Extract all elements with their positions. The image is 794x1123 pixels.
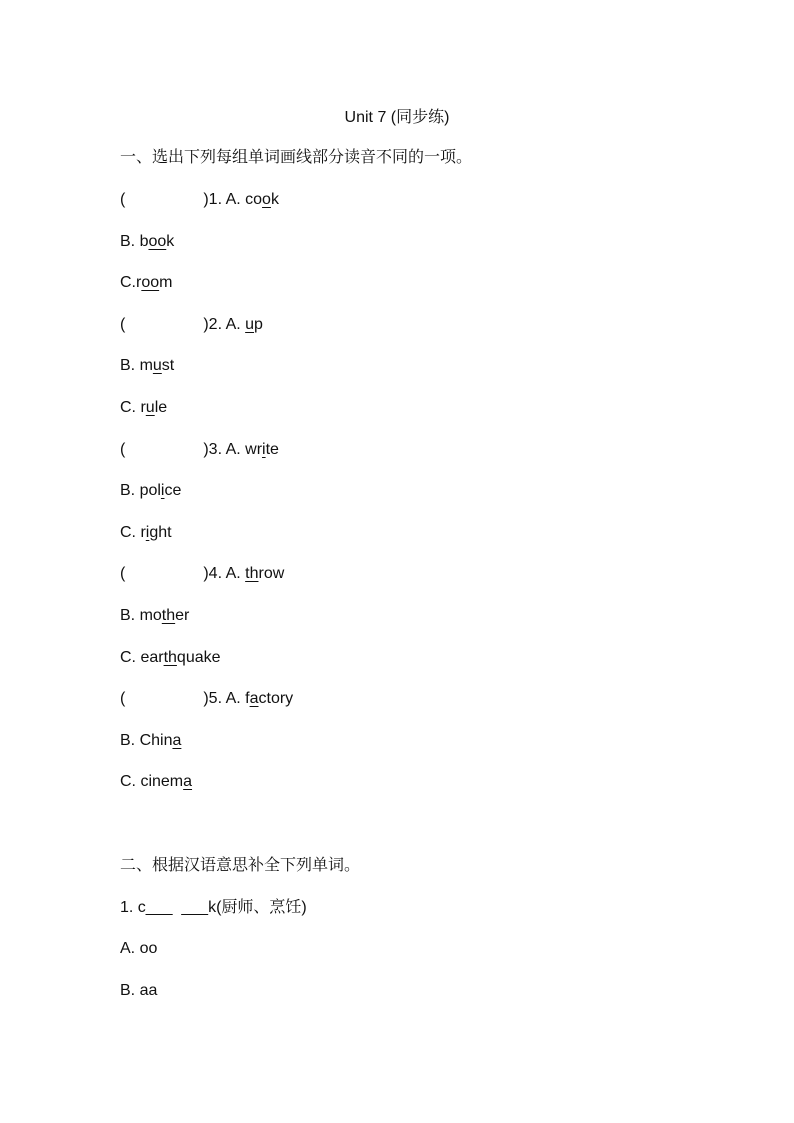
underlined-part: o [262,191,271,208]
word-part: ear [140,649,164,666]
question-3-option-b [120,481,181,501]
question-1-option-a [120,190,279,210]
answer-blank-open: ( [120,690,126,707]
word-part: m [159,274,173,291]
section2-question-1 [120,898,307,918]
word-part: p [254,316,263,333]
word-part: ctory [258,690,294,707]
underlined-part: a [249,690,259,707]
word-part: mo [139,607,162,624]
option-label: B. [120,357,140,374]
option-label: B. [120,607,140,624]
word-part: ce [164,482,182,499]
blank-word: 1. c___ ___k [120,899,217,916]
word-part: ght [149,524,172,541]
answer-blank-close: ) [203,690,209,707]
underlined-part: th [163,649,177,666]
question-number: 4 [208,565,218,582]
word-part: k [166,233,175,250]
option-label: C. [120,649,141,666]
answer-blank-close: ) [203,441,209,458]
underlined-part: a [172,732,182,749]
word-part: r [140,524,146,541]
word-part: er [175,607,190,624]
underlined-part: a [183,773,193,790]
question-3-option-a [120,440,279,460]
question-4-option-b [120,606,189,626]
word-part: k [270,191,279,208]
question-number: 3 [208,441,218,458]
section1-heading: 一、选出下列每组单词画线部分读音不同的一项。 [120,149,473,166]
word-part: m [139,357,153,374]
word-part: le [154,399,168,416]
word-part: r [140,399,146,416]
underlined-part: oo [148,233,167,250]
underlined-part: u [245,316,255,333]
word-part: st [161,357,175,374]
option-label: . A. [217,690,246,707]
option-label: . A. [217,316,246,333]
question-1-option-c [120,273,172,293]
option-label: C. [120,274,136,291]
underlined-part: th [245,565,259,582]
option-label: B. [120,732,140,749]
underlined-part: th [161,607,176,624]
option-label: . A. [217,565,246,582]
word-part: te [265,441,279,458]
word-part: wr [245,441,263,458]
question-5-option-c [120,772,192,792]
question-number: 2 [208,316,218,333]
question-5-option-b [120,731,181,751]
question-2-option-c [120,398,167,418]
question-1-option-b [120,232,174,252]
option-label: B. [120,482,140,499]
question-5-option-a [120,689,293,709]
word-part: b [139,233,149,250]
underlined-part: u [152,357,162,374]
answer-blank-close: ) [203,316,209,333]
question-number: 1 [208,191,218,208]
underlined-part: i [145,524,150,541]
word-part: Chin [139,732,173,749]
answer-blank-open: ( [120,441,126,458]
word-part: co [245,191,263,208]
page-title: Unit 7 (同步练) [344,109,450,126]
word-part: quake [176,649,221,666]
section2-option-b: B. aa [120,982,158,999]
chinese-hint: (厨师、烹饪) [216,899,307,916]
question-4-option-a [120,564,284,584]
question-number: 5 [208,690,218,707]
option-label: C. [120,399,141,416]
underlined-part: u [145,399,155,416]
question-4-option-c [120,648,221,668]
underlined-part: oo [141,274,160,291]
word-part: r [136,274,142,291]
answer-blank-open: ( [120,565,126,582]
word-part: f [245,690,250,707]
question-2-option-b [120,356,174,376]
answer-blank-close: ) [203,565,209,582]
underlined-part: i [262,441,266,458]
option-label: C. [120,773,141,790]
option-label: . A. [217,191,246,208]
word-part: row [258,565,285,582]
option-label: . A. [217,441,246,458]
option-label: B. [120,233,140,250]
answer-blank-open: ( [120,191,126,208]
question-2-option-a [120,315,263,335]
answer-blank-open: ( [120,316,126,333]
section2-heading: 二、根据汉语意思补全下列单词。 [120,857,361,874]
answer-blank-close: ) [203,191,209,208]
word-part: cinem [140,773,184,790]
underlined-part: i [160,482,165,499]
section2-option-a: A. oo [120,940,158,957]
word-part: pol [139,482,161,499]
question-3-option-c [120,523,172,543]
option-label: C. [120,524,141,541]
